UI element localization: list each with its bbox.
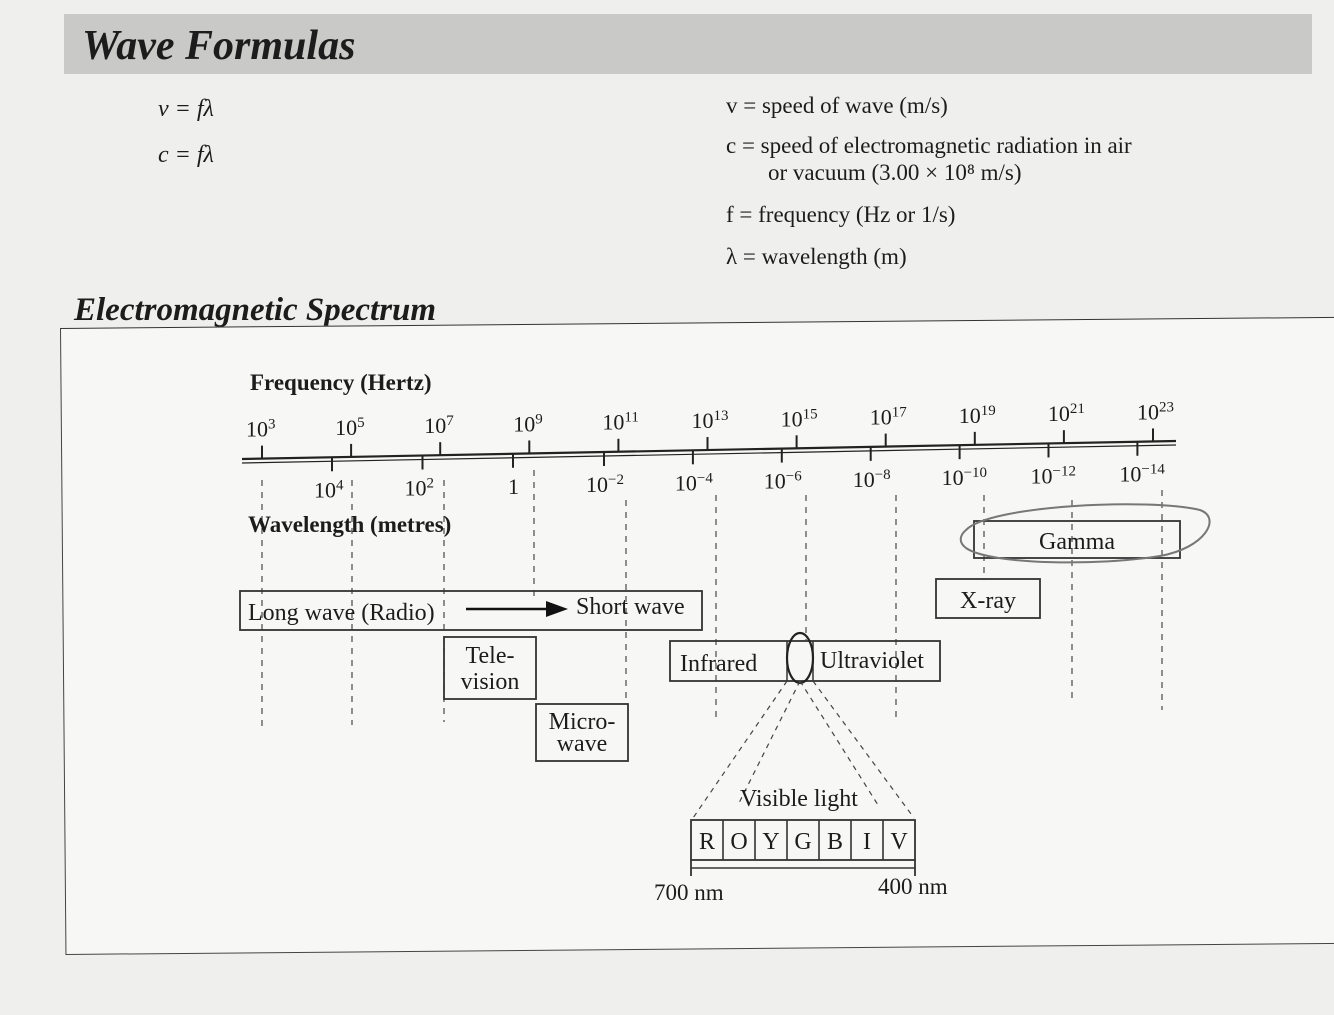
page-title: Wave Formulas: [82, 23, 356, 69]
axis-line-top: [242, 441, 1176, 459]
frequency-tick-label: $10^{23}$: [1137, 399, 1174, 425]
frequency-tick-label: $10^3$: [246, 416, 276, 442]
frequency-tick-label: $10^9$: [513, 411, 543, 437]
visible-color-letter: V: [890, 829, 908, 855]
wavelength-tick-label: $10^4$: [314, 477, 344, 503]
spectrum-title: Electromagnetic Spectrum: [74, 292, 437, 328]
wavelength-tick-label: 1: [508, 473, 519, 499]
frequency-label: Frequency (Hertz): [250, 370, 432, 395]
radio-arrow-head: [546, 601, 568, 617]
wavelength-tick-label: $10^{-14}$: [1119, 461, 1165, 487]
wavelength-label: Wavelength (metres): [248, 512, 452, 537]
visible-color-letter: O: [730, 829, 748, 855]
infrared-label: Infrared: [680, 651, 758, 677]
wavelength-tick-label: $10^2$: [404, 475, 434, 501]
definition-c-line2: or vacuum (3.00 × 10⁸ m/s): [768, 160, 1022, 185]
visible-700nm-label: 700 nm: [654, 880, 724, 905]
frequency-tick-label: $10^{21}$: [1047, 401, 1085, 427]
formula-wave-speed: v = fλ: [158, 96, 214, 122]
frequency-tick-label: $10^{13}$: [691, 408, 729, 434]
axis-line-bottom: [242, 445, 1176, 463]
wavelength-tick-label: $10^{-10}$: [941, 465, 988, 491]
visible-colors: [699, 820, 908, 860]
frequency-tick-label: $10^{15}$: [780, 406, 818, 432]
visible-color-letter: G: [794, 829, 812, 855]
visible-color-letter: B: [826, 829, 844, 855]
guide-dashes: [262, 470, 1162, 728]
radio-long-label: Long wave (Radio): [248, 600, 435, 626]
wavelength-ticks: [314, 442, 1165, 503]
wavelength-tick-label: $10^{-4}$: [674, 470, 713, 496]
frequency-tick-label: $10^5$: [335, 414, 365, 440]
visible-light-label: Visible light: [740, 786, 858, 812]
formula-light-speed: c = fλ: [158, 142, 214, 168]
wavelength-tick-label: $10^{-6}$: [763, 468, 802, 494]
ultraviolet-label: Ultraviolet: [820, 648, 924, 674]
visible-400nm-label: 400 nm: [878, 874, 948, 899]
frequency-tick-label: $10^{19}$: [958, 402, 996, 428]
radio-short-label: Short wave: [576, 594, 685, 620]
wavelength-tick-label: $10^{-2}$: [586, 472, 624, 498]
visible-color-letter: Y: [762, 829, 780, 855]
television-label-2: vision: [460, 669, 520, 695]
visible-color-letter: R: [698, 829, 716, 855]
microwave-label-2: wave: [556, 731, 608, 757]
gamma-label: Gamma: [1039, 529, 1115, 555]
definition-v: v = speed of wave (m/s): [726, 93, 948, 118]
frequency-tick-label: $10^7$: [424, 413, 454, 439]
microwave-label-1: Micro-: [548, 709, 616, 735]
definition-c-line1: c = speed of electromagnetic radiation in air: [726, 133, 1132, 158]
xray-label: X-ray: [960, 588, 1016, 614]
frequency-tick-label: $10^{17}$: [869, 404, 907, 430]
wavelength-tick-label: $10^{-12}$: [1030, 463, 1076, 489]
definition-f: f = frequency (Hz or 1/s): [726, 202, 956, 227]
visible-color-letter: I: [863, 829, 871, 855]
television-label-1: Tele-: [465, 643, 515, 669]
frequency-tick-label: $10^{11}$: [602, 409, 639, 435]
definition-lambda: λ = wavelength (m): [726, 244, 907, 269]
wavelength-tick-label: $10^{-8}$: [852, 466, 891, 492]
